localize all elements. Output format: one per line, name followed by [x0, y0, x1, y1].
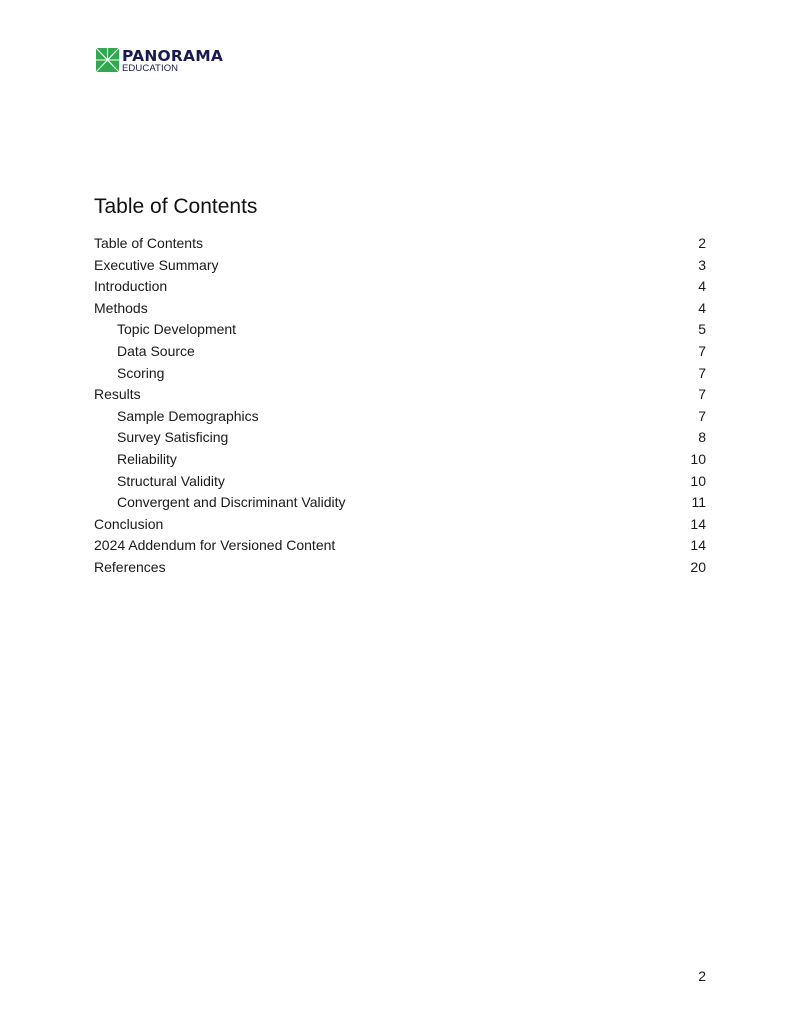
- toc-entry-page[interactable]: 7: [698, 386, 706, 403]
- toc-entry-page[interactable]: 10: [690, 472, 706, 489]
- toc-entry[interactable]: [94, 298, 706, 320]
- toc-entry-label[interactable]: References: [94, 558, 166, 575]
- toc-entry-label[interactable]: Data Source: [117, 342, 195, 359]
- toc-entry[interactable]: [94, 449, 706, 471]
- logo-subtitle: EDUCATION: [122, 63, 179, 74]
- toc-entry-page[interactable]: 8: [698, 429, 706, 446]
- toc-entry[interactable]: [94, 427, 706, 449]
- toc-entry[interactable]: [94, 492, 706, 514]
- toc-entry[interactable]: [94, 363, 706, 385]
- toc-entry-page[interactable]: 3: [698, 256, 706, 273]
- toc-entry[interactable]: [94, 276, 706, 298]
- toc-entry-label[interactable]: Survey Satisficing: [117, 429, 229, 446]
- toc-entry[interactable]: [94, 535, 706, 557]
- table-of-contents: [94, 233, 706, 579]
- page-number: 2: [698, 968, 706, 984]
- toc-entry[interactable]: [94, 384, 706, 406]
- toc-entry-page[interactable]: 14: [690, 515, 706, 532]
- toc-entry-label[interactable]: Reliability: [117, 450, 177, 467]
- toc-entry-page[interactable]: 4: [698, 299, 706, 316]
- page-title: Table of Contents: [94, 195, 258, 218]
- toc-entry[interactable]: [94, 233, 706, 255]
- toc-entry-label[interactable]: Topic Development: [117, 321, 237, 338]
- toc-entry[interactable]: [94, 255, 706, 277]
- toc-entry[interactable]: [94, 471, 706, 493]
- toc-entry[interactable]: [94, 514, 706, 536]
- toc-entry-label[interactable]: Scoring: [117, 364, 165, 381]
- toc-entry-label[interactable]: Executive Summary: [94, 256, 219, 273]
- toc-entry-page[interactable]: 10: [690, 450, 706, 467]
- toc-entry-label[interactable]: Results: [94, 386, 141, 403]
- toc-entry-page[interactable]: 2: [698, 235, 706, 251]
- toc-entry[interactable]: [94, 341, 706, 363]
- toc-entry[interactable]: [94, 557, 706, 579]
- toc-entry-label[interactable]: Structural Validity: [117, 472, 225, 489]
- toc-entry-page[interactable]: 5: [698, 321, 706, 338]
- toc-entry-label[interactable]: Convergent and Discriminant Validity: [117, 494, 346, 511]
- logo-wordmark: [122, 48, 223, 74]
- panorama-education-logo: [96, 48, 223, 74]
- logo-name: PANORAMA: [122, 47, 224, 65]
- toc-entry-label[interactable]: Methods: [94, 299, 148, 316]
- toc-entry-label[interactable]: Conclusion: [94, 515, 164, 532]
- toc-entry[interactable]: [94, 406, 706, 428]
- toc-entry-label[interactable]: Introduction: [94, 278, 168, 295]
- toc-entry-page[interactable]: 7: [698, 364, 706, 381]
- toc-entry-label[interactable]: Table of Contents: [94, 235, 203, 251]
- toc-entry-label[interactable]: 2024 Addendum for Versioned Content: [94, 537, 336, 554]
- toc-entry-page[interactable]: 11: [691, 494, 706, 511]
- toc-entry[interactable]: [94, 319, 706, 341]
- toc-entry-page[interactable]: 20: [690, 558, 706, 575]
- panorama-logo-icon: [96, 48, 119, 72]
- toc-entry-page[interactable]: 4: [698, 278, 706, 295]
- toc-entry-page[interactable]: 7: [698, 407, 706, 424]
- toc-entry-page[interactable]: 14: [690, 537, 706, 554]
- toc-entry-page[interactable]: 7: [698, 342, 706, 359]
- toc-entry-label[interactable]: Sample Demographics: [117, 407, 259, 424]
